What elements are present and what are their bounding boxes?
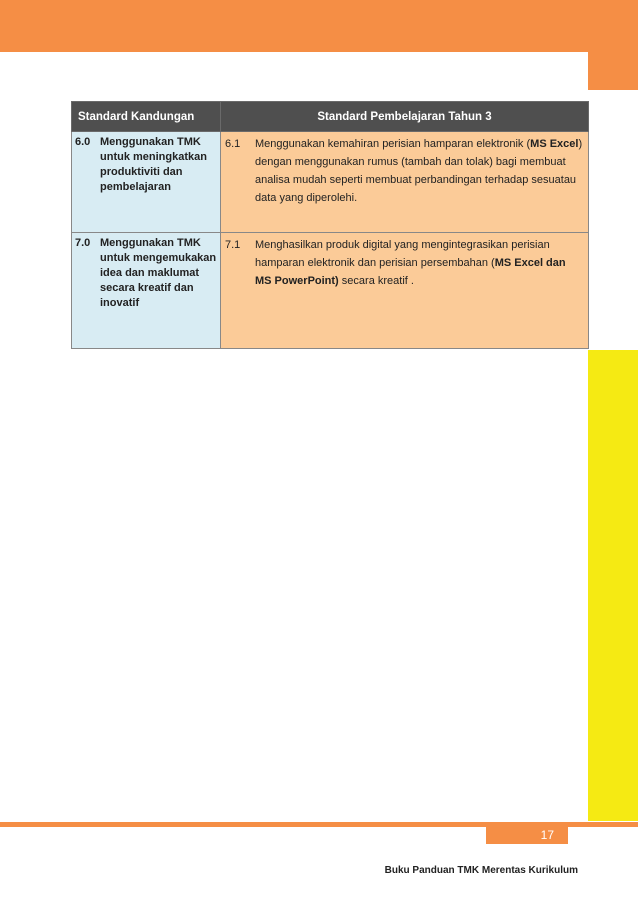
header-band-side (588, 52, 638, 90)
table-row (72, 132, 589, 233)
table-header-row (72, 102, 589, 132)
content-standard-cell (72, 233, 221, 349)
learning-standard-cell (221, 233, 589, 349)
content-standard-number: 6.0 (75, 136, 91, 148)
curriculum-table (71, 101, 589, 349)
learning-standard-text: Menggunakan kemahiran perisian hamparan elektronik (MS Excel) dengan menggunakan rumus (tambah dan tolak) bagi membuat analisa mudah seperti membuat perbandingan terhadap sesuatau data yang diperolehi. (255, 138, 583, 204)
content-standard-number: 7.0 (75, 237, 91, 249)
learning-standard-cell (221, 132, 589, 233)
page-number: 17 (540, 828, 554, 842)
learning-standard-number: 6.1 (225, 138, 241, 150)
learning-standard-number: 7.1 (225, 239, 241, 251)
header-standard-kandungan: Standard Kandungan (72, 102, 221, 132)
content-standard-cell (72, 132, 221, 233)
footer-book-title: Buku Panduan TMK Merentas Kurikulum (384, 865, 578, 876)
table-row (72, 233, 589, 349)
header-standard-pembelajaran: Standard Pembelajaran Tahun 3 (221, 102, 589, 132)
content-standard-text: Menggunakan TMK untuk meningkatkan produktiviti dan pembelajaran (100, 136, 207, 193)
learning-standard-text: Menghasilkan produk digital yang mengintegrasikan perisian hamparan elektronik dan perisian persembahan (MS Excel dan MS PowerPoint) secara kreatif . (255, 239, 566, 287)
header-band (0, 0, 638, 52)
content-standard-text: Menggunakan TMK untuk mengemukakan idea dan maklumat secara kreatif dan inovatif (100, 237, 217, 309)
